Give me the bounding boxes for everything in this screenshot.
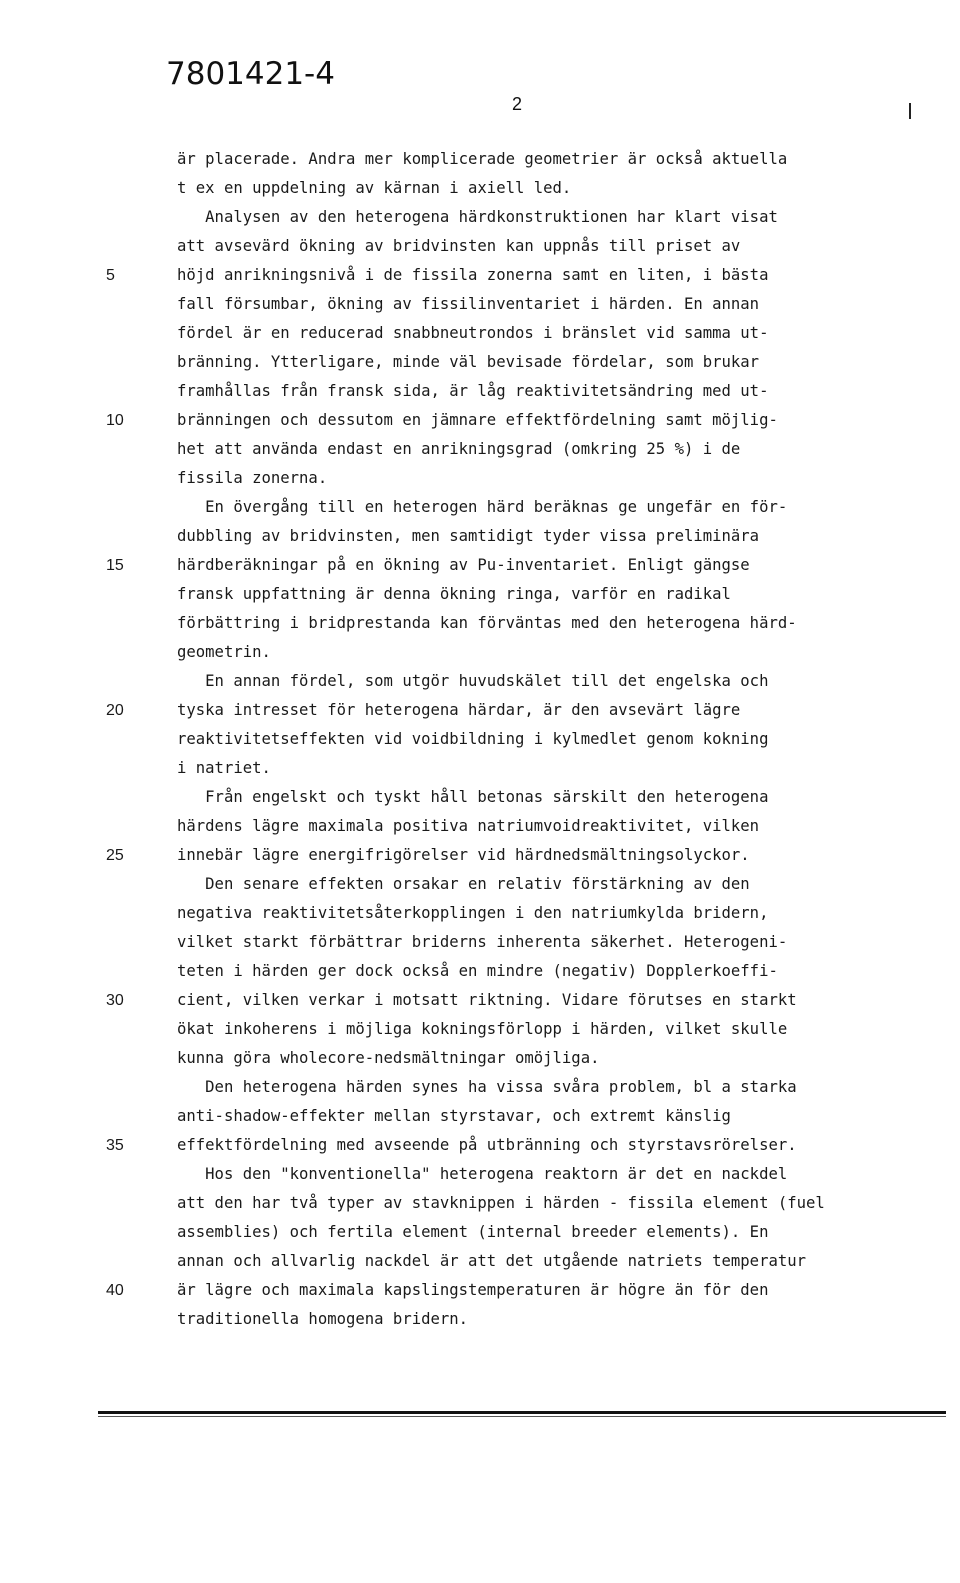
text-line: reaktivitetseffekten vid voidbildning i kylmedlet genom kokning <box>177 730 769 748</box>
text-line: fördel är en reducerad snabbneutrondos i bränslet vid samma ut- <box>177 324 769 342</box>
text-line: innebär lägre energifrigörelser vid härdnedsmältningsolyckor. <box>177 846 750 864</box>
text-line: ökat inkoherens i möjliga kokningsförlopp i härden, vilket skulle <box>177 1020 788 1038</box>
text-line: bränning. Ytterligare, minde väl bevisade fördelar, som brukar <box>177 353 760 371</box>
text-line: het att använda endast en anrikningsgrad (omkring 25 %) i de <box>177 440 741 458</box>
text-line: bränningen och dessutom en jämnare effektfördelning samt möjlig- <box>177 411 778 429</box>
text-line: förbättring i bridprestanda kan förväntas med den heterogena härd- <box>177 614 797 632</box>
text-line: är lägre och maximala kapslingstemperaturen är högre än för den <box>177 1281 769 1299</box>
text-line: tyska intresset för heterogena härdar, är den avsevärt lägre <box>177 701 741 719</box>
text-line: höjd anrikningsnivå i de fissila zonerna samt en liten, i bästa <box>177 266 769 284</box>
text-line: framhållas från fransk sida, är låg reaktivitetsändring med ut- <box>177 382 769 400</box>
text-line: kunna göra wholecore-nedsmältningar omöjliga. <box>177 1049 600 1067</box>
margin-line-number: 35 <box>106 1137 124 1154</box>
text-line: teten i härden ger dock också en mindre (negativ) Dopplerkoeffi- <box>177 962 778 980</box>
text-line: negativa reaktivitetsåterkopplingen i den natriumkylda bridern, <box>177 904 769 922</box>
text-line: i natriet. <box>177 759 271 777</box>
text-line: Den senare effekten orsakar en relativ förstärkning av den <box>177 875 750 893</box>
margin-line-number: 20 <box>106 702 124 719</box>
text-line: Analysen av den heterogena härdkonstruktionen har klart visat <box>177 208 778 226</box>
footer-rule <box>98 1411 946 1414</box>
text-line: geometrin. <box>177 643 271 661</box>
text-line: dubbling av bridvinsten, men samtidigt tyder vissa preliminära <box>177 527 760 545</box>
margin-line-number: 30 <box>106 992 124 1009</box>
text-line: cient, vilken verkar i motsatt riktning. Vidare förutses en starkt <box>177 991 797 1009</box>
margin-line-number: 5 <box>106 267 115 284</box>
margin-line-number: 10 <box>106 412 124 429</box>
text-line: fissila zonerna. <box>177 469 328 487</box>
text-line: En övergång till en heterogen härd beräknas ge ungefär en för- <box>177 498 788 516</box>
margin-tick-mark <box>909 103 911 119</box>
text-line: assemblies) och fertila element (internal breeder elements). En <box>177 1223 769 1241</box>
text-line: t ex en uppdelning av kärnan i axiell led. <box>177 179 572 197</box>
footer-rule-shadow <box>98 1416 946 1417</box>
margin-line-number: 25 <box>106 847 124 864</box>
text-line: annan och allvarlig nackdel är att det utgående natriets temperatur <box>177 1252 807 1270</box>
text-line: fall försumbar, ökning av fissilinventariet i härden. En annan <box>177 295 760 313</box>
text-line: anti-shadow-effekter mellan styrstavar, och extremt känslig <box>177 1107 731 1125</box>
text-line: Den heterogena härden synes ha vissa svåra problem, bl a starka <box>177 1078 797 1096</box>
page-number: 2 <box>512 94 523 114</box>
text-line: att avsevärd ökning av bridvinsten kan uppnås till priset av <box>177 237 741 255</box>
text-line: är placerade. Andra mer komplicerade geometrier är också aktuella <box>177 150 788 168</box>
text-line: effektfördelning med avseende på utbränning och styrstavsrörelser. <box>177 1136 797 1154</box>
text-line: vilket starkt förbättrar briderns inherenta säkerhet. Heterogeni- <box>177 933 788 951</box>
text-line: traditionella homogena bridern. <box>177 1310 469 1328</box>
document-number: 7801421-4 <box>166 56 335 92</box>
margin-line-number: 15 <box>106 557 124 574</box>
text-line: En annan fördel, som utgör huvudskälet till det engelska och <box>177 672 769 690</box>
text-line: härdberäkningar på en ökning av Pu-inventariet. Enligt gängse <box>177 556 750 574</box>
text-line: att den har två typer av stavknippen i härden - fissila element (fuel <box>177 1194 825 1212</box>
text-line: fransk uppfattning är denna ökning ringa, varför en radikal <box>177 585 731 603</box>
margin-line-number: 40 <box>106 1282 124 1299</box>
text-line: Hos den "konventionella" heterogena reaktorn är det en nackdel <box>177 1165 788 1183</box>
text-line: Från engelskt och tyskt håll betonas särskilt den heterogena <box>177 788 769 806</box>
text-line: härdens lägre maximala positiva natriumvoidreaktivitet, vilken <box>177 817 760 835</box>
